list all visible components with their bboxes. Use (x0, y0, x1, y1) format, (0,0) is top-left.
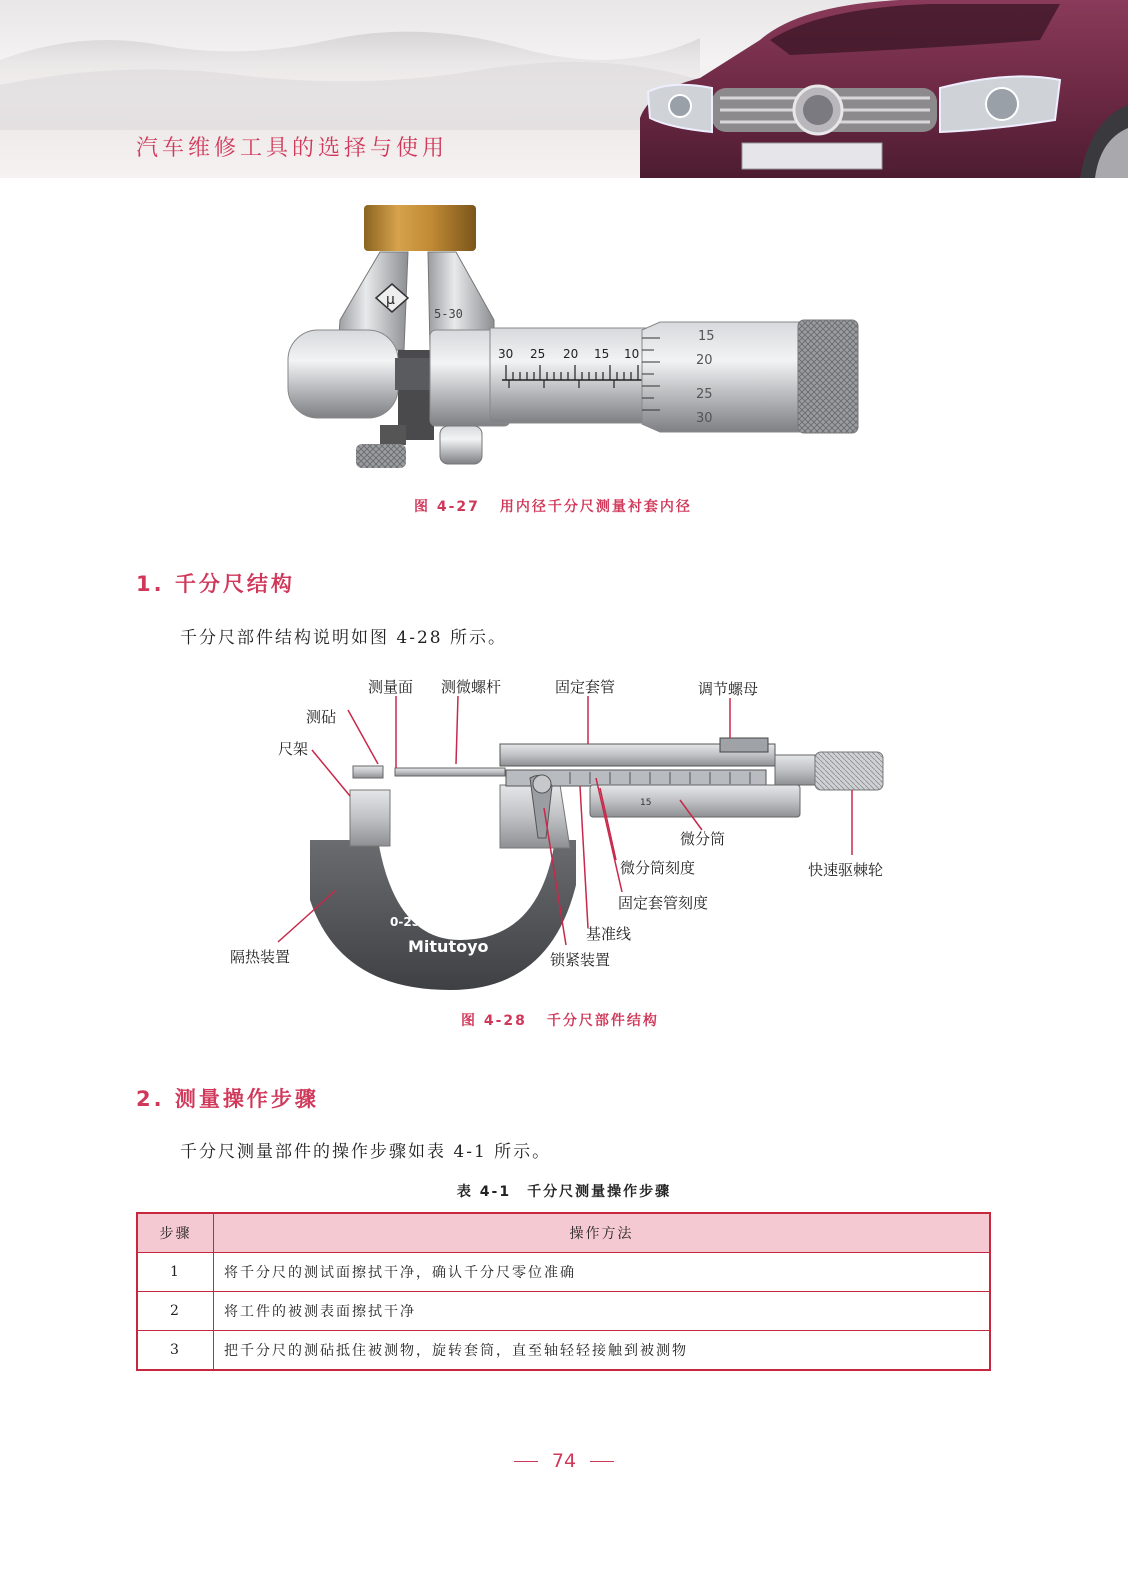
section-heading: 2. 测量操作步骤 (136, 1087, 319, 1111)
label-heat-insulator: 隔热装置 (230, 948, 291, 966)
step-method: 把千分尺的测砧抵住被测物，旋转套筒，直至轴轻轻接触到被测物 (214, 1331, 991, 1371)
column-header: 操作方法 (214, 1213, 991, 1253)
car-image (640, 0, 1128, 178)
range-mark: 5-30 (434, 307, 463, 321)
step-number: 3 (137, 1331, 214, 1371)
figure-4-27-image (280, 200, 860, 479)
table-title: 表 4-1 千分尺测量操作步骤 (456, 1184, 672, 1200)
paragraph: 千分尺测量部件的操作步骤如表 4-1 所示。 (180, 1142, 552, 1162)
sleeve-tick-label: 15 (594, 347, 610, 361)
figure-caption-text: 千分尺部件结构 (546, 1013, 659, 1029)
brand-logo: Mitutoyo (408, 937, 489, 956)
figure-4-27-caption (414, 496, 692, 516)
sleeve-tick-label: 25 (530, 347, 546, 361)
figure-number: 图 4-27 (414, 499, 480, 515)
step-number: 1 (137, 1253, 214, 1292)
label-anvil: 测砧 (306, 708, 337, 726)
label-sleeve-scale: 固定套管刻度 (618, 894, 709, 912)
frame-mark: μ (386, 292, 395, 308)
figure-4-28-caption (461, 1010, 659, 1030)
page-number-area (0, 1450, 1128, 1472)
column-header: 步骤 (137, 1213, 214, 1253)
sleeve-tick-label: 10 (624, 347, 640, 361)
label-spindle: 测微螺杆 (441, 678, 502, 696)
step-method: 将千分尺的测试面擦拭干净，确认千分尺零位准确 (214, 1253, 991, 1292)
figure-number: 图 4-28 (461, 1013, 527, 1029)
dial-range: 0-25mm (390, 915, 446, 929)
sleeve-tick-label: 20 (563, 347, 579, 361)
label-frame: 尺架 (278, 740, 309, 758)
chapter-title: 汽车维修工具的选择与使用 (136, 136, 449, 161)
table-row (137, 1292, 990, 1331)
page-number: 74 (551, 1450, 577, 1472)
thimble-tick-label: 25 (696, 387, 713, 402)
thimble-tick-label: 20 (696, 353, 713, 368)
label-baseline: 基准线 (586, 925, 632, 943)
section-heading: 1. 千分尺结构 (136, 572, 295, 596)
paragraph: 千分尺部件结构说明如图 4-28 所示。 (180, 628, 507, 648)
label-adjust-nut: 调节螺母 (698, 680, 759, 698)
label-thimble: 微分筒 (680, 830, 726, 848)
label-lock: 锁紧装置 (550, 951, 611, 969)
label-measuring-face: 测量面 (368, 678, 414, 696)
step-number: 2 (137, 1292, 214, 1331)
header-banner (0, 0, 1128, 178)
label-sleeve: 固定套管 (555, 678, 616, 696)
table-row (137, 1253, 990, 1292)
divider (514, 1461, 538, 1462)
label-ratchet: 快速驱棘轮 (808, 861, 884, 879)
sleeve-tick-label: 30 (498, 347, 514, 361)
label-thimble-scale: 微分筒刻度 (620, 859, 696, 877)
table-header-row (137, 1213, 990, 1253)
figure-4-28-diagram (200, 660, 920, 1000)
figure-caption-text: 用内径千分尺测量衬套内径 (499, 499, 692, 515)
thimble-mark: 15 (640, 798, 652, 808)
thimble-tick-label: 30 (696, 411, 713, 426)
dial-resolution: 0.01mm (454, 915, 509, 929)
step-method: 将工件的被测表面擦拭干净 (214, 1292, 991, 1331)
divider (590, 1461, 614, 1462)
steps-table (136, 1212, 991, 1371)
thimble-tick-label: 15 (698, 329, 715, 344)
table-row (137, 1331, 990, 1371)
